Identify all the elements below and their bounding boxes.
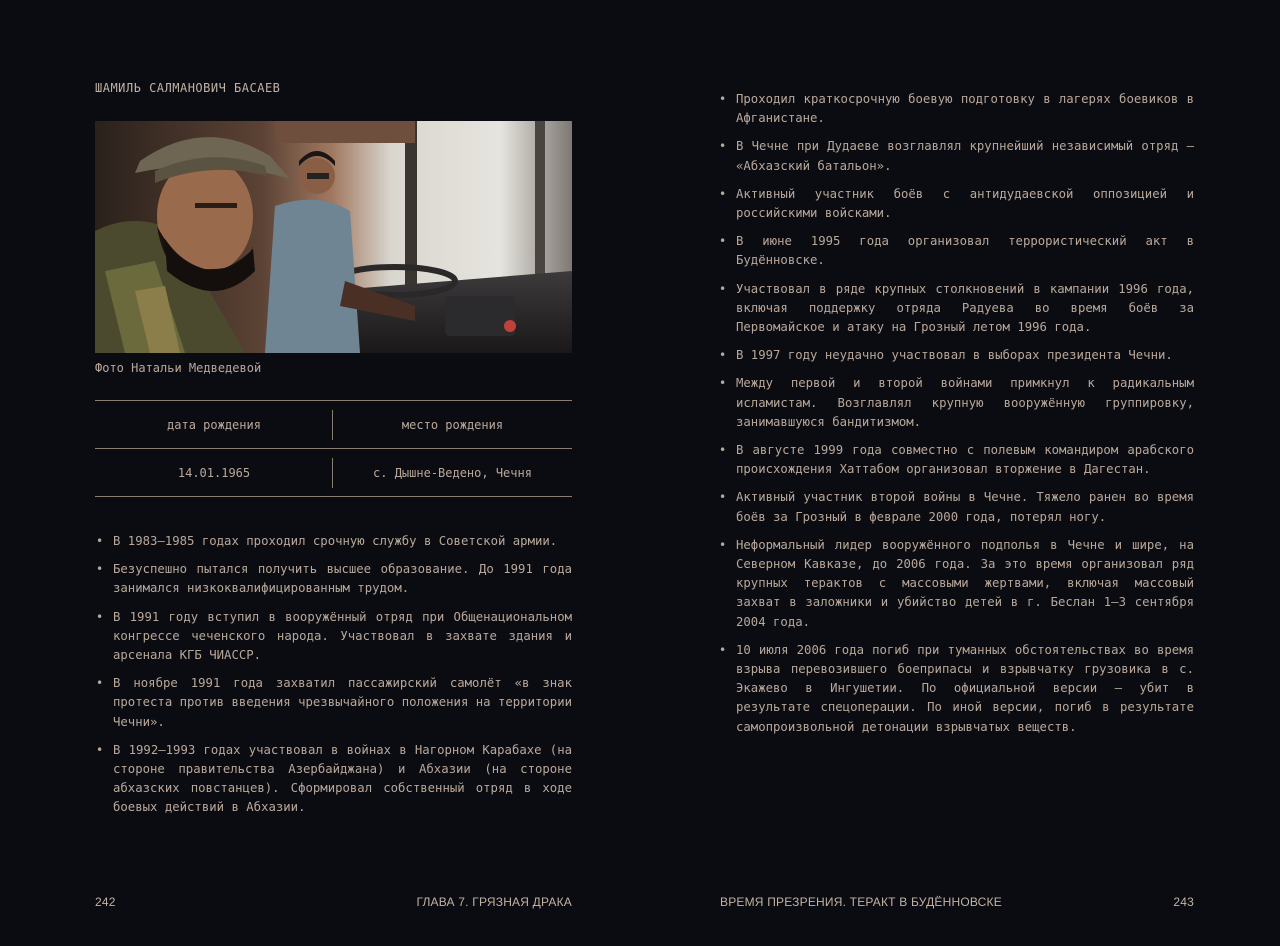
bullet-icon: • xyxy=(96,609,104,624)
page-number-left: 242 xyxy=(95,895,116,909)
list-item xyxy=(718,280,1194,338)
portrait-photo xyxy=(95,121,572,353)
photo-illustration xyxy=(95,121,572,353)
bio-info-table xyxy=(95,400,572,497)
bullet-icon: • xyxy=(96,676,104,691)
bullet-icon: • xyxy=(96,562,104,577)
right-bullet-list xyxy=(718,90,1194,746)
list-item xyxy=(718,374,1194,432)
birth-place-value: с. Дышне-Ведено, Чечня xyxy=(373,465,532,480)
birth-date-header: дата рождения xyxy=(167,417,261,432)
left-page xyxy=(95,0,572,946)
left-bullet-list xyxy=(95,532,572,827)
info-table-header-row xyxy=(95,401,572,449)
list-item xyxy=(95,532,572,551)
list-item xyxy=(718,90,1194,128)
list-item-text: Активный участник второй войны в Чечне. Тяжело ранен во время боёв за Грозный в феврале 2000 года, потерял ногу. xyxy=(736,490,1194,524)
column-divider xyxy=(332,410,333,440)
list-item-text: Проходил краткосрочную боевую подготовку в лагерях боевиков в Афганистане. xyxy=(736,92,1194,126)
list-item xyxy=(718,232,1194,270)
bullet-icon: • xyxy=(719,348,727,363)
list-item-text: В июне 1995 года организовал террористический акт в Будённовске. xyxy=(736,234,1194,268)
right-page xyxy=(718,0,1194,946)
list-item-text: Активный участник боёв с антидудаевской оппозицией и российскими войсками. xyxy=(736,186,1194,221)
list-item xyxy=(718,488,1194,526)
list-item xyxy=(95,741,572,818)
list-item-text: В 1991 году вступил в вооружённый отряд при Общенациональном конгрессе чеченского народа. Участвовал в захвате здания и арсенала КГБ ЧИАССР. xyxy=(113,609,572,663)
bullet-icon: • xyxy=(719,642,727,657)
bullet-icon: • xyxy=(719,376,727,391)
list-item-text: В Чечне при Дудаеве возглавлял крупнейший независимый отряд — «Абхазский батальон». xyxy=(736,139,1194,173)
list-item xyxy=(718,185,1194,223)
list-item xyxy=(95,608,572,666)
list-item-text: Между первой и второй войнами примкнул к радикальным исламистам. Возглавлял крупную вооружённую группировку, занимавшуюся бандитизмом. xyxy=(736,376,1194,429)
list-item xyxy=(718,137,1194,175)
list-item xyxy=(718,536,1194,632)
bullet-icon: • xyxy=(96,742,104,757)
bullet-icon: • xyxy=(96,534,104,548)
bullet-icon: • xyxy=(719,92,727,106)
column-divider xyxy=(332,458,333,488)
person-name: ШАМИЛЬ САЛМАНОВИЧ БАСАЕВ xyxy=(95,81,281,95)
bullet-icon: • xyxy=(719,139,727,154)
photo-caption: Фото Натальи Медведевой xyxy=(95,361,262,375)
list-item-text: В августе 1999 года совместно с полевым командиром арабского происхождения Хаттабом организовал вторжение в Дагестан. xyxy=(736,443,1194,477)
bullet-icon: • xyxy=(719,186,727,201)
list-item xyxy=(95,674,572,732)
list-item xyxy=(718,641,1194,737)
list-item-text: Безуспешно пытался получить высшее образование. До 1991 года занимался низкоквалифицированным трудом. xyxy=(113,562,572,596)
list-item xyxy=(718,346,1194,365)
list-item-text: Участвовал в ряде крупных столкновений в кампании 1996 года, включая поддержку отряда Радуева во время боёв за Первомайское и атаку на Грозный летом 1996 года. xyxy=(736,281,1194,335)
list-item-text: В ноябре 1991 года захватил пассажирский самолёт «в знак протеста против введения чрезвычайного положения на территории Чечни». xyxy=(113,676,573,729)
list-item-text: Неформальный лидер вооружённого подполья в Чечне и шире, на Северном Кавказе, до 2006 года. За это время организовал ряд крупных терактов с массовыми жертвами, включая массовый захват в заложники и убийство детей в г. Беслан 1–3 сентября 2004 года. xyxy=(736,537,1194,629)
bullet-icon: • xyxy=(719,443,727,458)
list-item-text: 10 июля 2006 года погиб при туманных обстоятельствах во время взрыва перевозившего боеприпасы и взрывчатку грузовика в с. Экажево в Ингушетии. По официальной версии — убит в результате спецоперации. По иной версии, погиб в результате самопроизвольной детонации взрывчатых веществ. xyxy=(736,642,1194,734)
info-table-value-row xyxy=(95,449,572,497)
list-item-text: В 1992–1993 годах участвовал в войнах в Нагорном Карабахе (на стороне правительства Азербайджана) и Абхазии (на стороне абхазских повстанцев). Сформировал собственный отряд в ходе боевых действий в Абхазии. xyxy=(113,742,572,815)
running-head-section: ВРЕМЯ ПРЕЗРЕНИЯ. ТЕРАКТ В БУДЁННОВСКЕ xyxy=(720,895,1002,909)
bullet-icon: • xyxy=(719,281,727,296)
page-number-right: 243 xyxy=(1173,895,1194,909)
bullet-icon: • xyxy=(719,490,727,505)
list-item-text: В 1983–1985 годах проходил срочную службу в Советской армии. xyxy=(113,534,558,548)
list-item-text: В 1997 году неудачно участвовал в выборах президента Чечни. xyxy=(736,348,1173,363)
list-item xyxy=(95,560,572,598)
running-head-chapter: ГЛАВА 7. ГРЯЗНАЯ ДРАКА xyxy=(416,895,572,909)
birth-place-header: место рождения xyxy=(401,417,504,432)
bullet-icon: • xyxy=(719,234,727,249)
list-item xyxy=(718,441,1194,479)
bullet-icon: • xyxy=(719,537,727,552)
birth-date-value: 14.01.1965 xyxy=(177,465,251,480)
